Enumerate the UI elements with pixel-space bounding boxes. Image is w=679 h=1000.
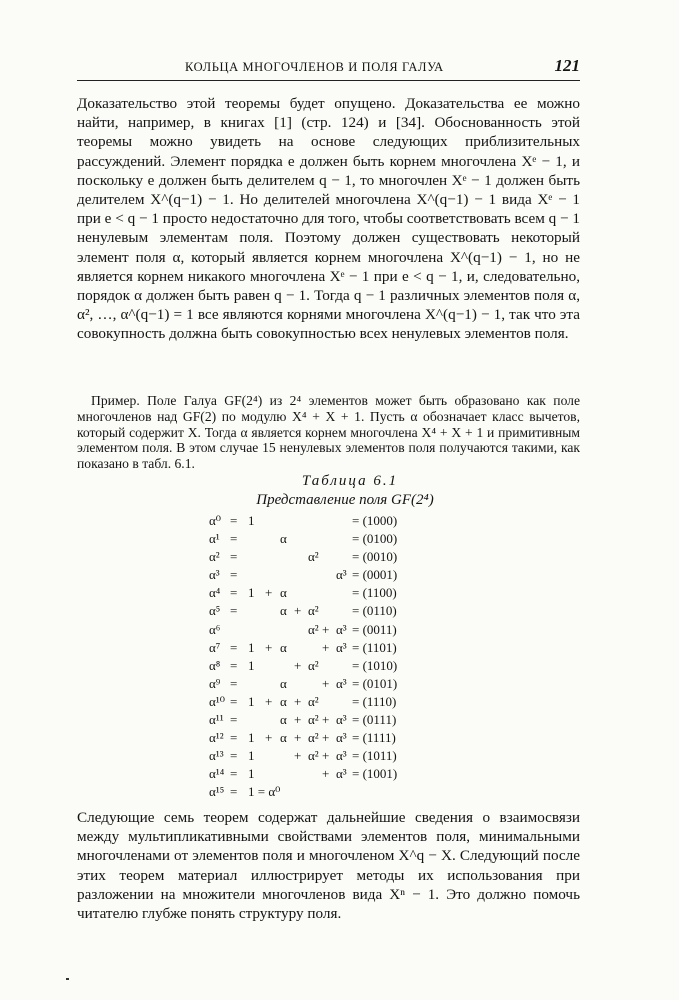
table-cell-pa2: +	[294, 603, 302, 619]
table-cell-power: α⁴	[209, 585, 221, 601]
table-cell-power: α³	[209, 567, 220, 583]
table-cell-eq: =	[230, 748, 238, 764]
table-cell-one: 1	[248, 730, 255, 746]
table-cell-a2: α²	[308, 730, 319, 746]
table-cell-a2: α²	[308, 621, 319, 637]
table-cell-power: α⁰	[209, 513, 222, 528]
table-row	[204, 585, 414, 603]
example-paragraph: Пример. Поле Галуа GF(2⁴) из 2⁴ элементов может быть образовано как поле многочленов над GF(2) по модулю X⁴ + X + 1. Пусть α обозначает класс вычетов, который содержит X. Тогда α является корнем многочлена X⁴ + X + 1 и примитивным элементом поля. В этом случае 15 ненулевых элементов поля получаются такими, как показано в табл. 6.1.	[77, 393, 580, 472]
table-cell-vec: = (0111)	[352, 712, 397, 728]
table-row	[204, 622, 414, 640]
table-cell-pa2: +	[294, 657, 302, 673]
table-cell-eq: =	[230, 639, 238, 655]
table-cell-a3: α³	[336, 675, 347, 691]
table-cell-a3: α³	[336, 639, 347, 655]
table-cell-eq: =	[230, 513, 238, 528]
table-cell-a3: α³	[336, 766, 347, 782]
table-cell-pa3: +	[322, 675, 330, 691]
table-cell-vec: = (0100)	[352, 531, 398, 547]
running-header	[77, 56, 580, 78]
table-cell-vec: = (1010)	[352, 657, 398, 673]
table-cell-a2: α²	[308, 603, 319, 619]
table-cell-a3: α³	[336, 748, 347, 764]
print-speck	[66, 978, 69, 980]
table-cell-power: α¹⁰	[209, 693, 225, 709]
field-table	[204, 513, 414, 803]
header-rule	[77, 80, 580, 81]
table-cell-vec: = (0101)	[352, 675, 398, 691]
table-row	[204, 676, 414, 694]
table-cell-one: 1	[248, 639, 255, 655]
table-cell-power: α²	[209, 549, 220, 565]
theorems-intro-paragraph: Следующие семь теорем содержат дальнейшие сведения о взаимосвязи между мультипликативными свойствами элементов поля, минимальными многочленами от элементов поля и многочленом X^q − X. Следующий после этих теорем материал иллюстрирует методы их использования при разложении на множители многочленов вида Xⁿ − 1. Это должно помочь читателю глубже понять структуру поля.	[77, 809, 580, 923]
table-cell-one: 1	[248, 513, 255, 528]
table-cell-one: 1	[248, 585, 255, 601]
table-cell-eq: =	[230, 657, 238, 673]
table-row	[204, 784, 414, 802]
table-cell-a: α	[280, 675, 287, 691]
table-cell-a2: α²	[308, 549, 319, 565]
table-cell-pa: +	[265, 639, 273, 655]
table-cell-vec: = (0110)	[352, 603, 397, 619]
table-cell-eq: =	[230, 766, 238, 782]
table-cell-a: α	[280, 712, 287, 728]
table-cell-a2: α²	[308, 712, 319, 728]
table-cell-vec: = (0011)	[352, 621, 397, 637]
table-cell-eq: =	[230, 784, 238, 800]
table-cell-pa3: +	[322, 730, 330, 746]
table-cell-a2: α²	[308, 693, 319, 709]
table-cell-pa: +	[265, 730, 273, 746]
table-cell-vec: = (1111)	[352, 730, 396, 746]
table-cell-a2: α²	[308, 748, 319, 764]
table-cell-vec: = (0010)	[352, 549, 398, 565]
table-row	[204, 658, 414, 676]
table-cell-pa2: +	[294, 748, 302, 764]
table-cell-power: α⁶	[209, 621, 221, 637]
table-cell-pa3: +	[322, 766, 330, 782]
table-cell-eq: =	[230, 567, 238, 583]
table-row	[204, 766, 414, 784]
table-cell-a: α	[280, 531, 287, 547]
table-cell-a: α	[280, 639, 287, 655]
table-cell-vec: = (1110)	[352, 693, 397, 709]
table-cell-one: 1 = α⁰	[248, 784, 281, 800]
table-cell-power: α¹⁴	[209, 766, 225, 782]
table-cell-power: α¹²	[209, 730, 224, 746]
table-cell-pa: +	[265, 693, 273, 709]
table-cell-vec: = (1001)	[352, 766, 398, 782]
table-row	[204, 513, 414, 531]
table-cell-eq: =	[230, 549, 238, 565]
table-cell-power: α⁸	[209, 657, 221, 673]
table-cell-pa: +	[265, 585, 273, 601]
table-cell-one: 1	[248, 748, 255, 764]
table-cell-eq: =	[230, 712, 238, 728]
table-cell-a: α	[280, 730, 287, 746]
table-cell-vec: = (1000)	[352, 513, 398, 528]
table-cell-eq: =	[230, 531, 238, 547]
table-cell-one: 1	[248, 766, 255, 782]
table-cell-vec: = (1011)	[352, 748, 397, 764]
table-row	[204, 549, 414, 567]
table-row	[204, 712, 414, 730]
table-cell-a3: α³	[336, 567, 347, 583]
proof-paragraph: Доказательство этой теоремы будет опущено. Доказательства ее можно найти, например, в книгах [1] (стр. 124) и [34]. Обоснованность этой теоремы можно увидеть на основе следующих приблизительных рассуждений. Элемент порядка e должен быть корнем многочлена Xᵉ − 1, и поскольку e должен быть делителем q − 1, то многочлен Xᵉ − 1 должен быть делителем X^(q−1) − 1. Но делителей многочлена X^(q−1) − 1 вида Xᵉ − 1 при e < q − 1 просто недостаточно для того, чтобы соответствовать всем q − 1 ненулевым элементам поля. Поэтому должен существовать некоторый элемент поля α, который является корнем многочлена X^(q−1) − 1, но не является корнем никакого многочлена Xᵉ − 1 при e < q − 1, и, следовательно, порядок α должен быть равен q − 1. Тогда q − 1 различных элементов поля α, α², …, α^(q−1) = 1 все являются корнями многочлена X^(q−1) − 1, так что эта совокупность должна быть совокупностью всех ненулевых элементов поля.	[77, 95, 580, 343]
table-row	[204, 603, 414, 621]
table-cell-vec: = (0001)	[352, 567, 398, 583]
table-cell-power: α⁷	[209, 639, 221, 655]
table-cell-pa2: +	[294, 730, 302, 746]
table-cell-power: α¹³	[209, 748, 224, 764]
table-cell-one: 1	[248, 693, 255, 709]
table-cell-power: α⁵	[209, 603, 221, 619]
header-title: КОЛЬЦА МНОГОЧЛЕНОВ И ПОЛЯ ГАЛУА	[185, 60, 444, 74]
table-cell-a3: α³	[336, 712, 347, 728]
table-cell-a2: α²	[308, 657, 319, 673]
table-cell-a: α	[280, 693, 287, 709]
table-cell-pa3: +	[322, 639, 330, 655]
table-cell-pa3: +	[322, 748, 330, 764]
table-row	[204, 694, 414, 712]
table-cell-power: α¹	[209, 531, 220, 547]
table-row	[204, 567, 414, 585]
table-cell-pa2: +	[294, 693, 302, 709]
table-cell-eq: =	[230, 585, 238, 601]
table-cell-eq: =	[230, 603, 238, 619]
table-cell-a3: α³	[336, 730, 347, 746]
table-cell-eq: =	[230, 675, 238, 691]
table-cell-vec: = (1101)	[352, 639, 397, 655]
table-cell-eq: =	[230, 730, 238, 746]
table-cell-a3: α³	[336, 621, 347, 637]
table-row	[204, 640, 414, 658]
table-cell-vec: = (1100)	[352, 585, 397, 601]
table-row	[204, 531, 414, 549]
table-cell-pa3: +	[322, 712, 330, 728]
table-cell-power: α⁹	[209, 675, 221, 691]
table-cell-eq: =	[230, 693, 238, 709]
table-cell-a: α	[280, 603, 287, 619]
table-row	[204, 748, 414, 766]
table-caption: Таблица 6.1	[301, 473, 399, 489]
table-cell-pa2: +	[294, 712, 302, 728]
table-subtitle: Представление поля GF(2⁴)	[256, 492, 434, 508]
table-cell-power: α¹⁵	[209, 784, 225, 800]
table-cell-pa3: +	[322, 621, 330, 637]
page-number: 121	[554, 56, 580, 75]
table-row	[204, 730, 414, 748]
table-cell-one: 1	[248, 657, 255, 673]
table-cell-power: α¹¹	[209, 712, 224, 728]
table-cell-a: α	[280, 585, 287, 601]
